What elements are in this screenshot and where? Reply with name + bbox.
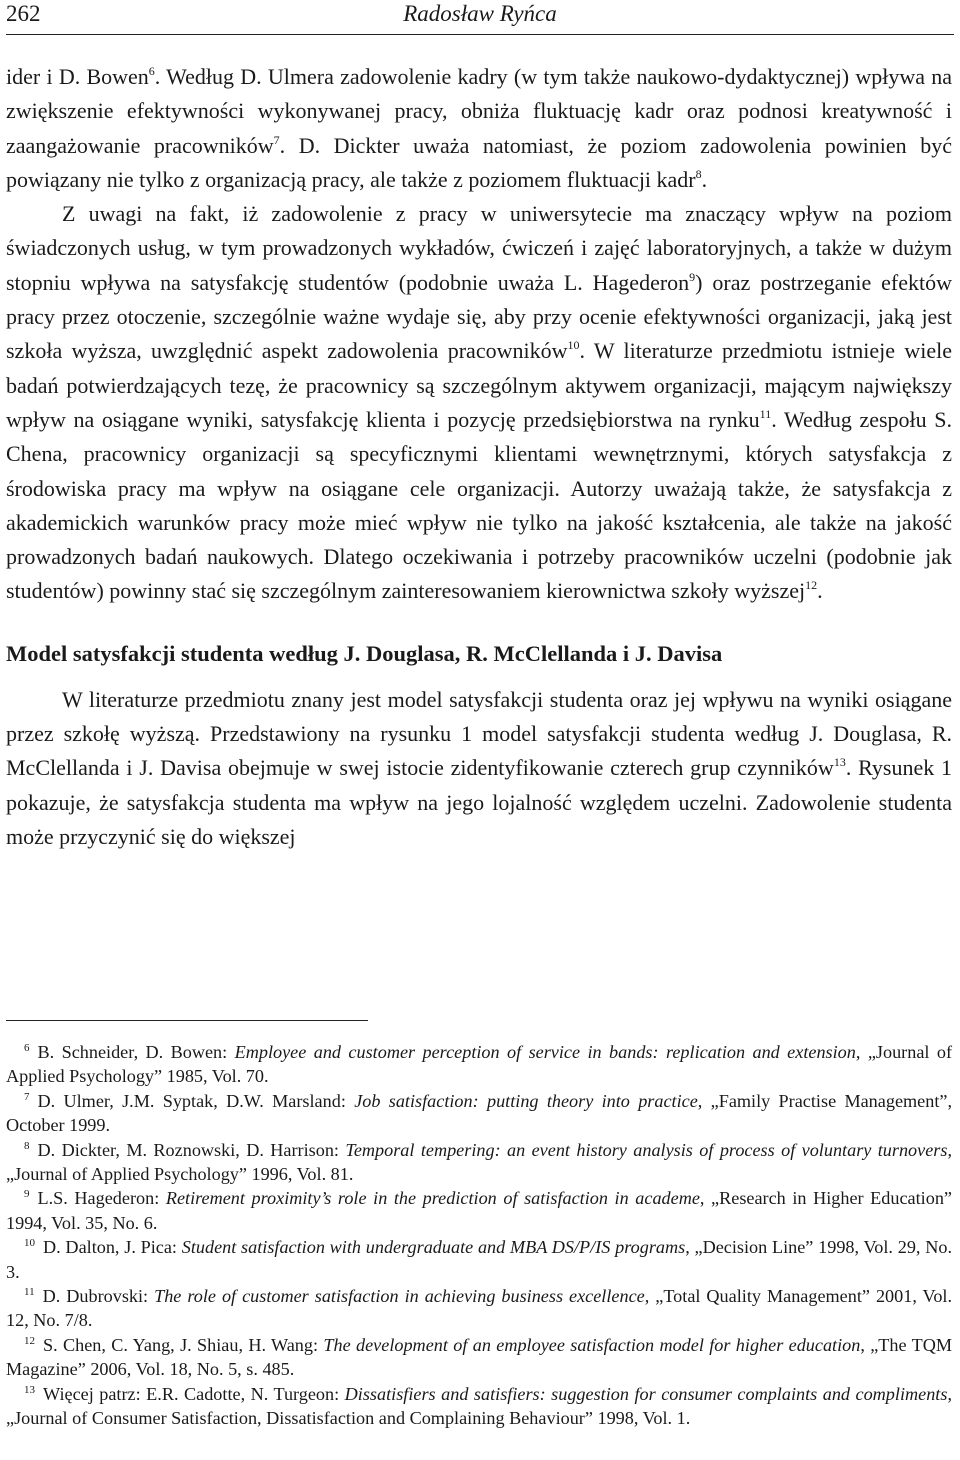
footnote-source: , „The TQM Magazine” 2006, Vol. 18, No. 5, s. 485. xyxy=(6,1334,952,1380)
footnote-number: 13 xyxy=(24,1383,35,1396)
footnote-number: 7 xyxy=(24,1090,30,1103)
footnote-number: 10 xyxy=(24,1237,35,1250)
footnote-source: , „Family Practise Management”, October 1999. xyxy=(6,1090,953,1136)
footnote-authors: D. Dubrovski: xyxy=(42,1286,155,1307)
footnote-source: , „Journal of Applied Psychology” 1985, Vol. 70. xyxy=(6,1042,953,1087)
footnote-source: , „Journal of Applied Psychology” 1996, Vol. 81. xyxy=(6,1139,952,1185)
text-run: ider i D. Bowen xyxy=(6,64,149,89)
text-run: . D. Dickter uważa natomiast, że poziom zadowolenia powinien być powiązany nie tylko z organizacją pracy, ale także z poziomem fluktuacji kadr xyxy=(6,132,952,192)
footnote-ref: 13 xyxy=(833,755,846,770)
text-run: Z uwagi na fakt, iż zadowolenie z pracy w uniwersytecie ma znaczący wpływ na poziom świadczonych usług, w tym prowadzonych wykładów, ćwiczeń i zajęć laboratoryjnych, a także w dużym stopniu wpływa na satysfakcję studentów (podobnie uważa L. Hagederon xyxy=(6,201,952,295)
footnote xyxy=(6,1040,952,1089)
footnote-separator xyxy=(6,1020,368,1021)
footnote-title: Dissatisfiers and satisfiers: suggestion for consumer complaints and compliments xyxy=(344,1383,948,1404)
footnote-ref: 9 xyxy=(689,269,696,284)
footnote xyxy=(6,1235,952,1284)
footnote-authors: L.S. Hagederon: xyxy=(37,1188,166,1209)
text-run: . Według D. Ulmera zadowolenie kadry (w tym także naukowo-dydaktycznej) wpływa na zwiększenie efektywności wykonywanej pracy, obniża fluktuację kadr oraz podnosi kreatywność i zaangażowanie pracowników xyxy=(6,64,953,158)
paragraph-2 xyxy=(6,197,952,609)
footnote xyxy=(6,1186,952,1235)
footnote xyxy=(6,1089,952,1138)
footnote xyxy=(6,1284,952,1333)
footnote-ref: 7 xyxy=(273,132,280,147)
footnote-title: Job satisfaction: putting theory into practice xyxy=(354,1090,698,1111)
footnote-title: The role of customer satisfaction in achieving business excellence xyxy=(154,1286,645,1307)
paragraph-1 xyxy=(6,60,952,197)
footnote xyxy=(6,1382,952,1431)
footnote-number: 6 xyxy=(24,1042,30,1054)
footnote-ref: 10 xyxy=(567,338,580,353)
footnote-authors: D. Dalton, J. Pica: xyxy=(43,1237,182,1258)
footnote-authors: D. Ulmer, J.M. Syptak, D.W. Marsland: xyxy=(37,1090,355,1111)
page-header xyxy=(6,0,954,30)
footnote xyxy=(6,1333,952,1382)
footnote-source: , „Research in Higher Education” 1994, Vol. 35, No. 6. xyxy=(6,1188,952,1233)
text-run: . W literaturze przedmiotu istnieje wiele badań potwierdzających tezę, że pracownicy są szczególnym aktywem organizacji, mającym największy wpływ na osiągane wyniki, satysfakcję klienta i pozycję przedsiębiorstwa na rynku xyxy=(6,338,952,432)
text-run: . xyxy=(701,166,708,192)
footnote-title: Retirement proximity’s role in the prediction of satisfaction in academe xyxy=(165,1188,700,1209)
running-head: Radosław Ryńca xyxy=(403,1,557,26)
footnote-number: 8 xyxy=(24,1139,30,1152)
footnote-number: 9 xyxy=(24,1188,30,1201)
footnote-source: , „Total Quality Management” 2001, Vol. 12, No. 7/8. xyxy=(6,1286,953,1331)
footnote-ref: 8 xyxy=(695,166,702,181)
footnote-ref: 11 xyxy=(759,406,772,421)
text-run: W literaturze przedmiotu znany jest model satysfakcji studenta oraz jej wpływu na wyniki osiągane przez szkołę wyższą. Przedstawiony na rysunku 1 model satysfakcji studenta według J. Douglasa, R. McClellanda i J. Davisa obejmuje w swej istocie zidentyfikowanie czterech grup czynników xyxy=(6,686,952,781)
footnote-title: Temporal tempering: an event history analysis of process of voluntary turnovers xyxy=(345,1139,948,1160)
spacer xyxy=(6,609,952,637)
page-number: 262 xyxy=(6,1,41,26)
text-run: . Według zespołu S. Chena, pracownicy organizacji są specyficznymi klientami wewnętrznymi, których satysfakcja z środowiska pracy ma wpływ na osiągane cele organizacji. Autorzy uważają także, że satysfakcja z akademickich warunków pracy może mieć wpływ nie tylko na jakość kształcenia, ale także na jakość prowadzonych badań naukowych. Dlatego oczekiwania i potrzeby pracowników uczelni (podobnie jak studentów) powinny stać się szczególnym zainteresowaniem kierownictwa szkoły wyższej xyxy=(6,406,953,604)
footnote-authors: S. Chen, C. Yang, J. Shiau, H. Wang: xyxy=(43,1334,324,1355)
spacer xyxy=(6,671,952,683)
footnote-ref: 6 xyxy=(148,64,155,78)
header-rule xyxy=(6,34,954,35)
footnote-ref: 12 xyxy=(805,578,818,593)
footnote-authors: D. Dickter, M. Roznowski, D. Harrison: xyxy=(37,1139,346,1160)
paragraph-3 xyxy=(6,683,952,854)
footnote-title: Student satisfaction with undergraduate and MBA DS/P/IS programs xyxy=(181,1237,686,1258)
footnote-title: The development of an employee satisfaction model for higher education xyxy=(323,1334,861,1355)
footnote-authors: B. Schneider, D. Bowen: xyxy=(37,1042,235,1062)
footnote-title: Employee and customer perception of service in bands: replication and extension xyxy=(234,1042,856,1062)
footnote xyxy=(6,1138,952,1187)
text-run: ) oraz postrzeganie efektów pracy przez otoczenie, szczególnie ważne wydaje się, aby przy ocenie efektywności organizacji, jaką jest szkoła wyższa, uwzględnić aspekt zadowolenia pracowników xyxy=(6,269,952,364)
section-heading: Model satysfakcji studenta według J. Douglasa, R. McClellanda i J. Davisa xyxy=(6,640,723,666)
main-text xyxy=(6,60,952,854)
footnote-source: , „Decision Line” 1998, Vol. 29, No. 3. xyxy=(6,1237,952,1282)
footnote-number: 12 xyxy=(24,1334,35,1347)
text-run: . xyxy=(817,578,823,604)
footnote-number: 11 xyxy=(24,1286,35,1299)
footnote-authors: Więcej patrz: E.R. Cadotte, N. Turgeon: xyxy=(43,1383,345,1404)
footnotes xyxy=(6,1040,952,1431)
footnote-source: , „Journal of Consumer Satisfaction, Dissatisfaction and Complaining Behaviour” 1998, Vol. 1. xyxy=(6,1383,952,1429)
text-run: . Rysunek 1 pokazuje, że satysfakcja studenta ma wpływ na jego lojalność względem uczelni. Zadowolenie studenta może przyczynić się do większej xyxy=(6,755,952,849)
